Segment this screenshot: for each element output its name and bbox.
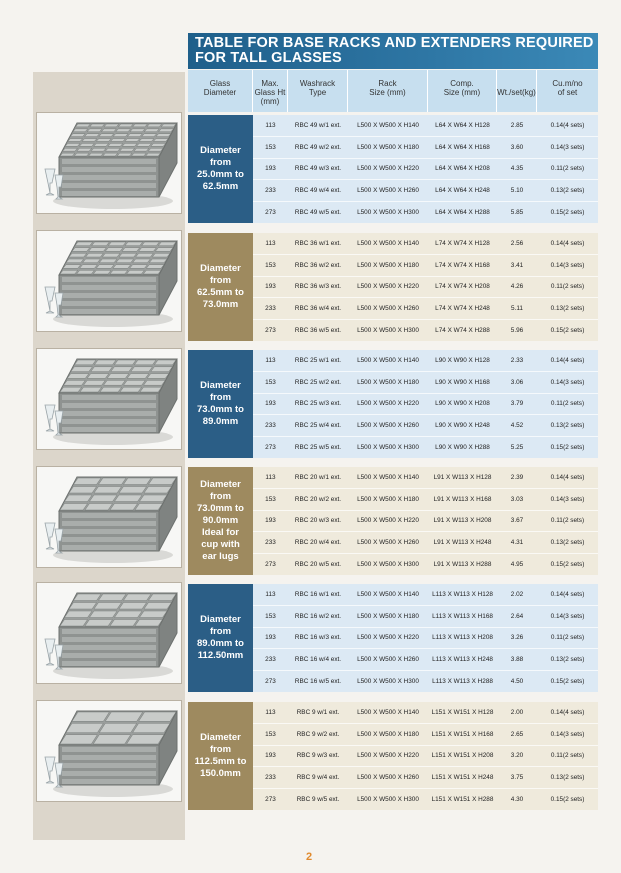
diameter-label-line: 150.0mm bbox=[200, 768, 241, 779]
cell-washrack-type: RBC 36 w/2 ext. bbox=[294, 261, 342, 269]
diameter-label-line: 90.0mm bbox=[202, 515, 239, 526]
cell-comp-size: L91 X W113 X H168 bbox=[433, 495, 492, 503]
cell-comp-size: L74 X W74 X H128 bbox=[435, 239, 490, 247]
rack-rows bbox=[253, 584, 598, 692]
cell-washrack-type: RBC 9 w/2 ext. bbox=[296, 730, 340, 738]
cell-cubic-meter: 0.11(2 sets) bbox=[550, 752, 585, 760]
cell-rack-size: L500 X W500 X H260 bbox=[357, 656, 419, 664]
cell-comp-size: L90 X W90 X H248 bbox=[435, 422, 490, 430]
table-row bbox=[253, 584, 598, 606]
cell-washrack-type: RBC 49 w/4 ext. bbox=[294, 187, 342, 195]
cell-cubic-meter: 0.15(2 sets) bbox=[550, 444, 585, 452]
cell-cubic-meter: 0.11(2 sets) bbox=[550, 400, 585, 408]
diameter-label-line: 89.0mm to bbox=[197, 638, 244, 649]
rack-group bbox=[188, 467, 598, 575]
cell-rack-size: L500 X W500 X H220 bbox=[357, 165, 419, 173]
cell-comp-size: L64 X W64 X H168 bbox=[435, 143, 490, 151]
cell-weight: 2.00 bbox=[510, 708, 524, 716]
cell-washrack-type: RBC 49 w/1 ext. bbox=[294, 121, 342, 129]
cell-rack-size: L500 X W500 X H260 bbox=[357, 774, 419, 782]
rack-image bbox=[37, 231, 181, 331]
cell-weight: 4.30 bbox=[510, 796, 524, 804]
cell-washrack-type: RBC 25 w/3 ext. bbox=[294, 400, 342, 408]
cell-cubic-meter: 0.14(4 sets) bbox=[550, 708, 585, 716]
cell-comp-size: L151 X W151 X H288 bbox=[431, 796, 494, 804]
diameter-label-line: Diameter bbox=[200, 614, 241, 625]
cell-rack-size: L500 X W500 X H140 bbox=[357, 473, 419, 481]
diameter-label-line: 89.0mm bbox=[202, 416, 239, 427]
table-row bbox=[253, 298, 598, 320]
cell-weight: 4.26 bbox=[510, 283, 524, 291]
cell-washrack-type: RBC 49 w/3 ext. bbox=[294, 165, 342, 173]
table-row bbox=[253, 437, 598, 458]
cell-max-height: 153 bbox=[265, 378, 276, 386]
cell-cubic-meter: 0.14(3 sets) bbox=[550, 378, 585, 386]
cell-cubic-meter: 0.15(2 sets) bbox=[550, 678, 585, 686]
cell-comp-size: L151 X W151 X H128 bbox=[431, 708, 494, 716]
table-row bbox=[253, 350, 598, 372]
cell-washrack-type: RBC 36 w/3 ext. bbox=[294, 283, 342, 291]
cell-max-height: 113 bbox=[265, 590, 276, 598]
page-title bbox=[188, 33, 598, 69]
cell-comp-size: L90 X W90 X H128 bbox=[435, 356, 490, 364]
cell-rack-size: L500 X W500 X H260 bbox=[357, 187, 419, 195]
rack-image bbox=[37, 467, 181, 567]
cell-cubic-meter: 0.11(2 sets) bbox=[550, 517, 585, 525]
rack-photo bbox=[36, 348, 182, 450]
rack-photo bbox=[36, 466, 182, 568]
cell-max-height: 233 bbox=[265, 774, 276, 782]
cell-weight: 3.79 bbox=[510, 400, 524, 408]
cell-max-height: 193 bbox=[265, 165, 276, 173]
cell-comp-size: L91 X W113 X H288 bbox=[433, 561, 492, 569]
cell-rack-size: L500 X W500 X H300 bbox=[357, 796, 419, 804]
cell-cubic-meter: 0.14(4 sets) bbox=[550, 356, 585, 364]
cell-comp-size: L91 X W113 X H208 bbox=[433, 517, 492, 525]
cell-comp-size: L113 X W113 X H168 bbox=[432, 612, 493, 620]
diameter-range-label bbox=[188, 115, 253, 223]
table-row bbox=[253, 467, 598, 489]
page-number: 2 bbox=[306, 851, 313, 863]
cell-comp-size: L113 X W113 X H208 bbox=[432, 634, 493, 642]
cell-washrack-type: RBC 20 w/4 ext. bbox=[294, 539, 342, 547]
diameter-range-label bbox=[188, 467, 253, 575]
rack-group bbox=[188, 702, 598, 810]
diameter-label-line: from bbox=[209, 275, 232, 286]
cell-max-height: 153 bbox=[265, 143, 276, 151]
cell-cubic-meter: 0.14(4 sets) bbox=[550, 239, 585, 247]
cell-rack-size: L500 X W500 X H260 bbox=[357, 422, 419, 430]
cell-rack-size: L500 X W500 X H220 bbox=[357, 752, 419, 760]
diameter-range-label bbox=[188, 702, 253, 810]
table-row bbox=[253, 277, 598, 299]
cell-comp-size: L74 X W74 X H168 bbox=[435, 261, 490, 269]
cell-cubic-meter: 0.14(3 sets) bbox=[550, 261, 585, 269]
cell-washrack-type: RBC 25 w/4 ext. bbox=[294, 422, 342, 430]
table-row bbox=[253, 649, 598, 671]
cell-rack-size: L500 X W500 X H220 bbox=[357, 400, 419, 408]
cell-max-height: 233 bbox=[265, 656, 276, 664]
cell-comp-size: L151 X W151 X H208 bbox=[431, 752, 494, 760]
table-row bbox=[253, 606, 598, 628]
cell-rack-size: L500 X W500 X H260 bbox=[357, 305, 419, 313]
cell-rack-size: L500 X W500 X H220 bbox=[357, 283, 419, 291]
rack-image bbox=[37, 349, 181, 449]
cell-rack-size: L500 X W500 X H140 bbox=[357, 356, 419, 364]
cell-rack-size: L500 X W500 X H220 bbox=[357, 634, 419, 642]
cell-weight: 5.85 bbox=[510, 209, 524, 217]
cell-comp-size: L64 X W64 X H208 bbox=[435, 165, 490, 173]
cell-comp-size: L90 X W90 X H168 bbox=[435, 378, 490, 386]
cell-washrack-type: RBC 36 w/5 ext. bbox=[294, 327, 342, 335]
cell-max-height: 233 bbox=[265, 305, 276, 313]
diameter-label-line: 73.0mm to bbox=[197, 404, 244, 415]
cell-comp-size: L91 X W113 X H128 bbox=[433, 473, 492, 481]
table-row bbox=[253, 554, 598, 575]
cell-weight: 4.52 bbox=[510, 422, 524, 430]
cell-weight: 3.26 bbox=[510, 634, 524, 642]
cell-washrack-type: RBC 9 w/4 ext. bbox=[296, 774, 340, 782]
diameter-label-line: from bbox=[209, 626, 232, 637]
diameter-label-line: 112.5mm to bbox=[194, 756, 247, 767]
rack-group bbox=[188, 584, 598, 692]
cell-cubic-meter: 0.15(2 sets) bbox=[550, 561, 585, 569]
cell-max-height: 113 bbox=[265, 708, 276, 716]
cell-rack-size: L500 X W500 X H180 bbox=[357, 143, 419, 151]
cell-cubic-meter: 0.13(2 sets) bbox=[550, 774, 585, 782]
cell-washrack-type: RBC 9 w/3 ext. bbox=[296, 752, 340, 760]
cell-max-height: 193 bbox=[265, 752, 276, 760]
table-row bbox=[253, 511, 598, 533]
diameter-label-line: Diameter bbox=[200, 263, 241, 274]
cell-cubic-meter: 0.15(2 sets) bbox=[550, 796, 585, 804]
cell-rack-size: L500 X W500 X H180 bbox=[357, 261, 419, 269]
cell-weight: 4.95 bbox=[510, 561, 524, 569]
diameter-label-line: 62.5mm to bbox=[197, 287, 244, 298]
cell-comp-size: L91 X W113 X H248 bbox=[433, 539, 492, 547]
cell-rack-size: L500 X W500 X H220 bbox=[357, 517, 419, 525]
cell-max-height: 113 bbox=[265, 356, 276, 364]
header-glass-diameter: Glass Diameter bbox=[188, 70, 253, 112]
diameter-label-line: from bbox=[209, 157, 232, 168]
cell-rack-size: L500 X W500 X H300 bbox=[357, 209, 419, 217]
cell-washrack-type: RBC 49 w/2 ext. bbox=[294, 143, 342, 151]
cell-weight: 3.06 bbox=[510, 378, 524, 386]
table-row bbox=[253, 671, 598, 692]
cell-washrack-type: RBC 25 w/5 ext. bbox=[294, 444, 342, 452]
diameter-label-line: from bbox=[209, 744, 232, 755]
diameter-label-line: 112.50mm bbox=[197, 650, 244, 661]
diameter-label-line: 25.0mm to bbox=[197, 169, 244, 180]
cell-washrack-type: RBC 20 w/2 ext. bbox=[294, 495, 342, 503]
table-row bbox=[253, 159, 598, 181]
title-line-1: TABLE FOR BASE RACKS AND EXTENDERS REQUIRED bbox=[195, 35, 594, 51]
diameter-label-line: Ideal for bbox=[202, 527, 239, 538]
table-row bbox=[253, 394, 598, 416]
rack-group bbox=[188, 350, 598, 458]
header-washrack-type: Washrack Type bbox=[288, 70, 348, 112]
cell-weight: 5.96 bbox=[510, 327, 524, 335]
table-row bbox=[253, 320, 598, 341]
cell-rack-size: L500 X W500 X H180 bbox=[357, 495, 419, 503]
cell-max-height: 153 bbox=[265, 261, 276, 269]
cell-max-height: 153 bbox=[265, 495, 276, 503]
table-row bbox=[253, 115, 598, 137]
cell-washrack-type: RBC 16 w/5 ext. bbox=[294, 678, 342, 686]
cell-max-height: 233 bbox=[265, 422, 276, 430]
rack-photo bbox=[36, 230, 182, 332]
cell-washrack-type: RBC 9 w/5 ext. bbox=[296, 796, 340, 804]
diameter-label-line: ear lugs bbox=[202, 551, 239, 562]
cell-weight: 2.64 bbox=[510, 612, 524, 620]
cell-comp-size: L74 X W74 X H208 bbox=[435, 283, 490, 291]
diameter-label-line: 73.0mm bbox=[202, 299, 239, 310]
cell-rack-size: L500 X W500 X H140 bbox=[357, 590, 419, 598]
header-comp-size: Comp. Size (mm) bbox=[428, 70, 497, 112]
table-row bbox=[253, 532, 598, 554]
table-row bbox=[253, 372, 598, 394]
cell-cubic-meter: 0.11(2 sets) bbox=[550, 165, 585, 173]
cell-weight: 2.65 bbox=[510, 730, 524, 738]
diameter-label-line: from bbox=[209, 491, 232, 502]
cell-washrack-type: RBC 16 w/2 ext. bbox=[294, 612, 342, 620]
cell-weight: 2.02 bbox=[510, 590, 524, 598]
cell-comp-size: L113 X W113 X H248 bbox=[432, 656, 493, 664]
cell-weight: 3.41 bbox=[510, 261, 524, 269]
header-weight-per-set: Wt./set(kg) bbox=[497, 70, 537, 112]
rack-rows bbox=[253, 115, 598, 223]
diameter-label-line: cup with bbox=[201, 539, 240, 550]
diameter-label-line: 73.0mm to bbox=[197, 503, 244, 514]
rack-rows bbox=[253, 467, 598, 575]
cell-comp-size: L151 X W151 X H248 bbox=[431, 774, 494, 782]
cell-max-height: 193 bbox=[265, 634, 276, 642]
cell-weight: 3.60 bbox=[510, 143, 524, 151]
table-row bbox=[253, 789, 598, 810]
cell-weight: 4.31 bbox=[510, 539, 524, 547]
cell-weight: 2.85 bbox=[510, 121, 524, 129]
header-rack-size: Rack Size (mm) bbox=[348, 70, 428, 112]
diameter-range-label bbox=[188, 584, 253, 692]
diameter-label-line: 62.5mm bbox=[202, 181, 239, 192]
table-row bbox=[253, 202, 598, 223]
cell-washrack-type: RBC 36 w/4 ext. bbox=[294, 305, 342, 313]
cell-weight: 3.03 bbox=[510, 495, 524, 503]
rack-rows bbox=[253, 233, 598, 341]
cell-cubic-meter: 0.11(2 sets) bbox=[550, 283, 585, 291]
cell-max-height: 193 bbox=[265, 400, 276, 408]
cell-cubic-meter: 0.14(4 sets) bbox=[550, 121, 585, 129]
cell-max-height: 273 bbox=[265, 327, 276, 335]
cell-weight: 5.10 bbox=[510, 187, 524, 195]
cell-comp-size: L74 X W74 X H248 bbox=[435, 305, 490, 313]
table-row bbox=[253, 746, 598, 768]
cell-weight: 3.88 bbox=[510, 656, 524, 664]
cell-weight: 5.11 bbox=[511, 305, 523, 313]
rack-rows bbox=[253, 702, 598, 810]
cell-washrack-type: RBC 16 w/4 ext. bbox=[294, 656, 342, 664]
table-row bbox=[253, 233, 598, 255]
header-max-glass-height: Max. Glass Ht (mm) bbox=[253, 70, 288, 112]
cell-weight: 2.56 bbox=[510, 239, 524, 247]
cell-rack-size: L500 X W500 X H140 bbox=[357, 239, 419, 247]
cell-washrack-type: RBC 16 w/3 ext. bbox=[294, 634, 342, 642]
cell-cubic-meter: 0.14(3 sets) bbox=[550, 612, 585, 620]
cell-cubic-meter: 0.13(2 sets) bbox=[550, 656, 585, 664]
cell-weight: 3.75 bbox=[510, 774, 524, 782]
table-header bbox=[188, 70, 598, 112]
cell-rack-size: L500 X W500 X H260 bbox=[357, 539, 419, 547]
cell-max-height: 113 bbox=[265, 121, 276, 129]
cell-max-height: 233 bbox=[265, 539, 276, 547]
cell-washrack-type: RBC 36 w/1 ext. bbox=[294, 239, 342, 247]
cell-washrack-type: RBC 20 w/3 ext. bbox=[294, 517, 342, 525]
rack-image bbox=[37, 583, 181, 683]
cell-washrack-type: RBC 20 w/5 ext. bbox=[294, 561, 342, 569]
cell-washrack-type: RBC 9 w/1 ext. bbox=[296, 708, 340, 716]
table-row bbox=[253, 724, 598, 746]
cell-max-height: 193 bbox=[265, 283, 276, 291]
diameter-label-line: Diameter bbox=[200, 732, 241, 743]
rack-group bbox=[188, 115, 598, 223]
cell-weight: 4.50 bbox=[510, 678, 524, 686]
cell-washrack-type: RBC 25 w/1 ext. bbox=[294, 356, 342, 364]
cell-comp-size: L90 X W90 X H208 bbox=[435, 400, 490, 408]
diameter-label-line: Diameter bbox=[200, 380, 241, 391]
cell-cubic-meter: 0.13(2 sets) bbox=[550, 187, 585, 195]
cell-rack-size: L500 X W500 X H140 bbox=[357, 708, 419, 716]
diameter-label-line: Diameter bbox=[200, 479, 241, 490]
diameter-label-line: from bbox=[209, 392, 232, 403]
cell-washrack-type: RBC 49 w/5 ext. bbox=[294, 209, 342, 217]
rack-photo bbox=[36, 582, 182, 684]
cell-comp-size: L64 X W64 X H128 bbox=[435, 121, 490, 129]
diameter-label-line: Diameter bbox=[200, 145, 241, 156]
table-row bbox=[253, 628, 598, 650]
rack-group bbox=[188, 233, 598, 341]
cell-weight: 2.39 bbox=[510, 473, 524, 481]
cell-rack-size: L500 X W500 X H180 bbox=[357, 612, 419, 620]
rack-rows bbox=[253, 350, 598, 458]
table-row bbox=[253, 255, 598, 277]
cell-comp-size: L64 X W64 X H288 bbox=[435, 209, 490, 217]
cell-weight: 3.67 bbox=[510, 517, 524, 525]
cell-comp-size: L113 X W113 X H288 bbox=[432, 678, 493, 686]
cell-weight: 4.35 bbox=[510, 165, 524, 173]
cell-comp-size: L113 X W113 X H128 bbox=[432, 590, 493, 598]
cell-rack-size: L500 X W500 X H300 bbox=[357, 327, 419, 335]
cell-max-height: 273 bbox=[265, 561, 276, 569]
table-row bbox=[253, 767, 598, 789]
cell-cubic-meter: 0.14(3 sets) bbox=[550, 143, 585, 151]
cell-max-height: 273 bbox=[265, 209, 276, 217]
table-row bbox=[253, 180, 598, 202]
table-row bbox=[253, 702, 598, 724]
rack-image bbox=[37, 701, 181, 801]
cell-cubic-meter: 0.13(2 sets) bbox=[550, 305, 585, 313]
cell-rack-size: L500 X W500 X H300 bbox=[357, 561, 419, 569]
cell-weight: 3.20 bbox=[510, 752, 524, 760]
cell-cubic-meter: 0.13(2 sets) bbox=[550, 422, 585, 430]
cell-max-height: 153 bbox=[265, 730, 276, 738]
cell-comp-size: L151 X W151 X H168 bbox=[431, 730, 494, 738]
cell-cubic-meter: 0.11(2 sets) bbox=[550, 634, 585, 642]
cell-washrack-type: RBC 20 w/1 ext. bbox=[294, 473, 342, 481]
diameter-range-label bbox=[188, 350, 253, 458]
cell-max-height: 273 bbox=[265, 678, 276, 686]
cell-comp-size: L74 X W74 X H288 bbox=[435, 327, 490, 335]
cell-max-height: 193 bbox=[265, 517, 276, 525]
cell-max-height: 113 bbox=[265, 473, 276, 481]
cell-rack-size: L500 X W500 X H300 bbox=[357, 678, 419, 686]
cell-cubic-meter: 0.14(3 sets) bbox=[550, 730, 585, 738]
header-cubic-meter: Cu.m/no of set bbox=[552, 79, 583, 97]
cell-rack-size: L500 X W500 X H180 bbox=[357, 378, 419, 386]
cell-weight: 5.25 bbox=[510, 444, 524, 452]
rack-image bbox=[37, 113, 181, 213]
cell-max-height: 113 bbox=[265, 239, 276, 247]
rack-photo bbox=[36, 112, 182, 214]
cell-weight: 2.33 bbox=[510, 356, 524, 364]
table-row bbox=[253, 415, 598, 437]
cell-max-height: 233 bbox=[265, 187, 276, 195]
cell-max-height: 273 bbox=[265, 796, 276, 804]
cell-cubic-meter: 0.15(2 sets) bbox=[550, 327, 585, 335]
title-line-2: FOR TALL GLASSES bbox=[195, 50, 342, 66]
cell-cubic-meter: 0.14(4 sets) bbox=[550, 473, 585, 481]
cell-rack-size: L500 X W500 X H140 bbox=[357, 121, 419, 129]
cell-cubic-meter: 0.15(2 sets) bbox=[550, 209, 585, 217]
cell-rack-size: L500 X W500 X H300 bbox=[357, 444, 419, 452]
cell-max-height: 273 bbox=[265, 444, 276, 452]
rack-photo bbox=[36, 700, 182, 802]
cell-washrack-type: RBC 16 w/1 ext. bbox=[294, 590, 342, 598]
cell-cubic-meter: 0.14(3 sets) bbox=[550, 495, 585, 503]
cell-comp-size: L90 X W90 X H288 bbox=[435, 444, 490, 452]
table-row bbox=[253, 489, 598, 511]
cell-max-height: 153 bbox=[265, 612, 276, 620]
cell-rack-size: L500 X W500 X H180 bbox=[357, 730, 419, 738]
cell-cubic-meter: 0.13(2 sets) bbox=[550, 539, 585, 547]
table-row bbox=[253, 137, 598, 159]
cell-washrack-type: RBC 25 w/2 ext. bbox=[294, 378, 342, 386]
diameter-range-label bbox=[188, 233, 253, 341]
cell-comp-size: L64 X W64 X H248 bbox=[435, 187, 490, 195]
cell-cubic-meter: 0.14(4 sets) bbox=[550, 590, 585, 598]
